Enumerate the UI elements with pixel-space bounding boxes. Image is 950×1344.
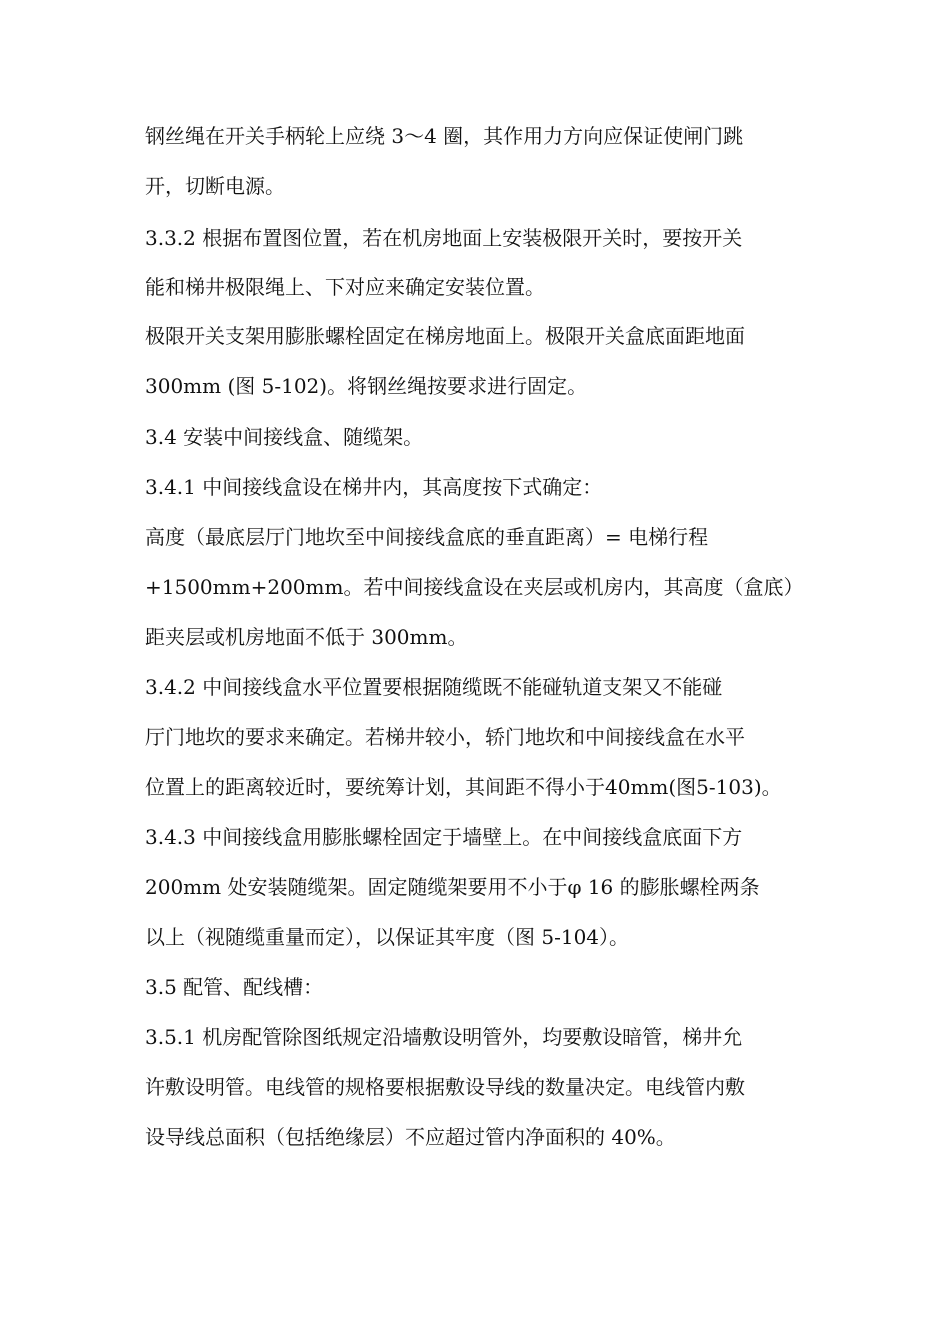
text-line: 3.4.2 中间接线盒水平位置要根据随缆既不能碰轨道支架又不能碰 <box>145 675 723 699</box>
text-line: 开，切断电源。 <box>145 174 285 198</box>
text-line: 3.4.3 中间接线盒用膨胀螺栓固定于墙壁上。在中间接线盒底面下方 <box>145 825 743 849</box>
text-line: 设导线总面积（包括绝缘层）不应超过管内净面积的 40%。 <box>145 1125 676 1149</box>
text-line: 极限开关支架用膨胀螺栓固定在梯房地面上。极限开关盒底面距地面 <box>145 324 745 348</box>
text-line: 200mm 处安装随缆架。固定随缆架要用不小于φ 16 的膨胀螺栓两条 <box>145 875 760 899</box>
text-line: 位置上的距离较近时，要统筹计划，其间距不得小于40mm(图5-103)。 <box>145 775 782 799</box>
text-line: 300mm (图 5-102)。将钢丝绳按要求进行固定。 <box>145 374 588 398</box>
text-line: 厅门地坎的要求来确定。若梯井较小，轿门地坎和中间接线盒在水平 <box>145 725 745 749</box>
text-line: 3.4.1 中间接线盒设在梯井内，其高度按下式确定： <box>145 475 603 499</box>
text-line: 高度（最底层厅门地坎至中间接线盒底的垂直距离）= 电梯行程 <box>145 525 709 549</box>
text-line: 3.5.1 机房配管除图纸规定沿墙敷设明管外，均要敷设暗管，梯井允 <box>145 1025 743 1049</box>
text-line: +1500mm+200mm。若中间接线盒设在夹层或机房内，其高度（盒底） <box>145 575 804 599</box>
text-line: 钢丝绳在开关手柄轮上应绕 3～4 圈，其作用力方向应保证使闸门跳 <box>145 124 744 148</box>
text-line: 能和梯井极限绳上、下对应来确定安装位置。 <box>145 275 545 299</box>
text-line: 以上（视随缆重量而定），以保证其牢度（图 5-104）。 <box>145 925 630 949</box>
section-heading: 3.5 配管、配线槽： <box>145 975 324 999</box>
section-heading: 3.4 安装中间接线盒、随缆架。 <box>145 425 424 449</box>
text-line: 距夹层或机房地面不低于 300mm。 <box>145 625 468 649</box>
text-line: 3.3.2 根据布置图位置，若在机房地面上安装极限开关时，要按开关 <box>145 226 743 250</box>
text-line: 许敷设明管。电线管的规格要根据敷设导线的数量决定。电线管内敷 <box>145 1075 745 1099</box>
